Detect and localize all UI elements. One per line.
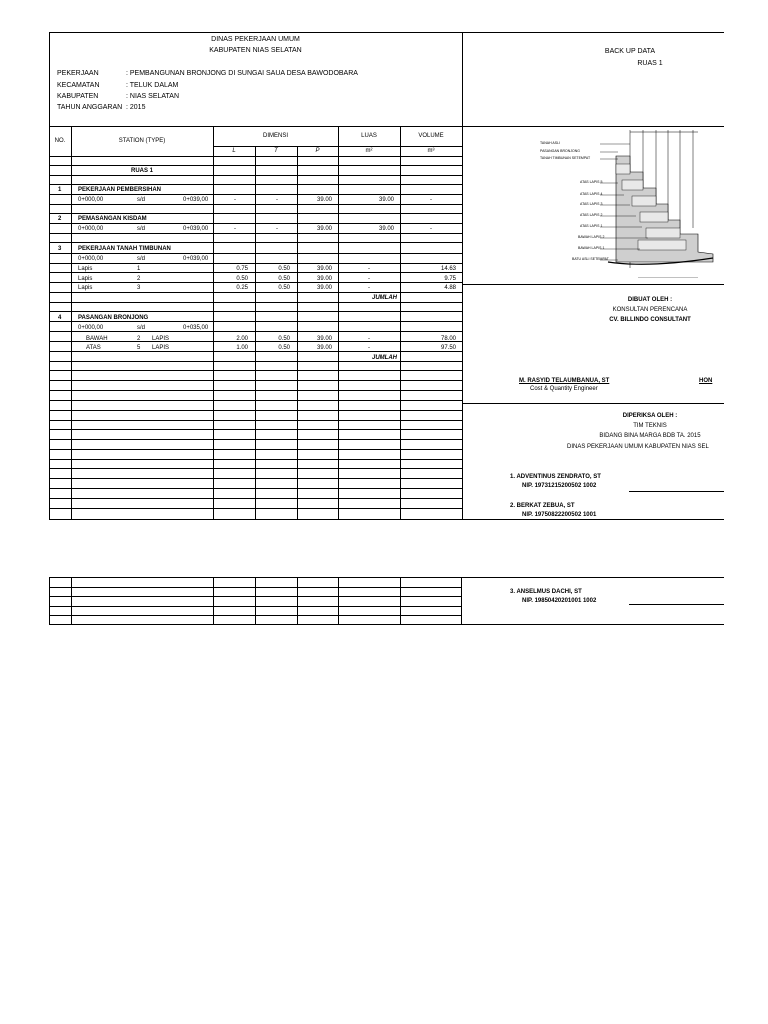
bottom-right-bottom: [462, 624, 724, 625]
diperiksa-title: DIPERIKSA OLEH :: [622, 413, 678, 419]
layer-label: ATAS: [86, 345, 101, 351]
cell-t: 0.50: [278, 276, 290, 282]
diperiksa-line3: DINAS PEKERJAAN UMUM KABUPATEN NIAS SEL: [567, 444, 709, 450]
cell-l: 1.00: [236, 345, 248, 351]
layer-count: 2: [137, 336, 141, 342]
cell-p: 39.00: [316, 226, 332, 232]
drawing-label: TANAH TIMBUNAN SETEMPAT: [540, 156, 591, 160]
row-line: [49, 587, 462, 588]
cell-t: -: [276, 226, 278, 232]
drawing-label: ATAS LAPIS 1: [580, 224, 603, 228]
column-divider: [462, 32, 463, 520]
cell-t: 0.50: [278, 266, 290, 272]
row-line: [49, 429, 462, 430]
col-line: [71, 577, 72, 625]
drawing-label: ATAS LAPIS 3: [580, 202, 603, 206]
right-divider-2: [462, 403, 724, 404]
sta-start: 0+000,00: [78, 197, 104, 203]
cell-t: 0.50: [278, 285, 290, 291]
sta-start: 0+000,00: [78, 256, 104, 262]
drawing-label: BAWAH LAPIS 1: [578, 246, 605, 250]
jumlah-label: JUMLAH: [372, 295, 397, 301]
col-line: [400, 577, 401, 625]
dibuat-role: Cost & Quantity Engineer: [530, 386, 598, 392]
row-line: [49, 370, 462, 371]
cell-luas: -: [368, 266, 370, 272]
row-line: [49, 449, 462, 450]
col-line: [71, 126, 72, 520]
ruas-title: RUAS 1: [637, 60, 663, 67]
item-title: PASANGAN BRONJONG: [78, 315, 149, 321]
th-unit-luas: m²: [365, 148, 373, 154]
drawing-label: ATAS LAPIS 2: [580, 213, 603, 217]
row-line: [49, 242, 462, 243]
cell-t: 0.50: [278, 345, 290, 351]
row-line: [49, 213, 462, 214]
project-value-4: : 2015: [126, 104, 146, 111]
col-line: [338, 577, 339, 625]
th-l: L: [232, 148, 236, 154]
header-divider: [49, 126, 724, 127]
item-title: PEKERJAAN TANAH TIMBUNAN: [78, 246, 171, 252]
item-no: 1: [58, 187, 62, 193]
item-no: 2: [58, 216, 62, 222]
row-line: [49, 498, 462, 499]
cell-luas: 39.00: [378, 226, 394, 232]
th-volume: VOLUME: [418, 133, 444, 139]
row-line: [49, 439, 462, 440]
row-line: [49, 223, 462, 224]
dibuat-line1: KONSULTAN PERENCANA: [612, 307, 688, 313]
checker-3-nip: NIP. 19850420201001 1002: [522, 598, 597, 604]
org-subtitle: KABUPATEN NIAS SELATAN: [209, 47, 302, 54]
item-no: 4: [58, 315, 62, 321]
sta-end: 0+035,00: [183, 325, 209, 331]
sta-sd: s/d: [137, 197, 146, 203]
row-line: [49, 311, 462, 312]
project-value-1: : PEMBANGUNAN BRONJONG DI SUNGAI SAUA DESA BAWODOBARA: [126, 70, 358, 77]
right-divider-1: [462, 284, 724, 285]
backup-title: BACK UP DATA: [604, 48, 656, 55]
drawing-label: ATAS LAPIS 5: [580, 180, 603, 184]
drawing-label: TANAH ASLI: [540, 141, 560, 145]
project-label-2: KECAMATAN: [57, 82, 100, 89]
row-line: [49, 606, 462, 607]
col-line: [213, 577, 214, 625]
sta-sd: s/d: [137, 325, 146, 331]
col-line: [338, 126, 339, 520]
cell-l: 0.75: [236, 266, 248, 272]
row-line: [49, 165, 462, 166]
row-line: [49, 459, 462, 460]
dim-divider: [213, 146, 462, 147]
drawing-label: PASANGAN BRONJONG: [540, 149, 580, 153]
drawing-label: BATU ASLI SETEMPAT: [572, 257, 609, 261]
cell-t: 0.50: [278, 336, 290, 342]
cell-luas: -: [368, 276, 370, 282]
head-bottom: [49, 156, 462, 157]
cell-vol: -: [430, 226, 432, 232]
cell-l: 0.50: [236, 276, 248, 282]
row-line: [49, 468, 462, 469]
row-line: [49, 302, 462, 303]
row-line: [49, 263, 462, 264]
th-dimensi: DIMENSI: [262, 133, 288, 139]
row-line: [49, 253, 462, 254]
item-title: PEKERJAAN PEMBERSIHAN: [78, 187, 162, 193]
cell-vol: -: [430, 197, 432, 203]
sta-start: 0+000,00: [78, 325, 104, 331]
col-line: [255, 146, 256, 520]
jumlah-label: JUMLAH: [372, 355, 397, 361]
layer-label: BAWAH: [86, 336, 108, 342]
cell-vol: 9.75: [444, 276, 456, 282]
signature-line-1: [629, 491, 724, 492]
project-value-2: : TELUK DALAM: [126, 82, 179, 89]
row-line: [49, 175, 462, 176]
cell-vol: 97.50: [440, 345, 456, 351]
bottom-right-top: [462, 577, 724, 578]
drawing-label: ATAS LAPIS 4: [580, 192, 603, 196]
cell-p: 39.00: [316, 197, 332, 203]
diperiksa-line2: BIDANG BINA MARGA BDB TA. 2015: [599, 433, 701, 439]
sta-sd: s/d: [137, 256, 146, 262]
sta-end: 0+039,00: [183, 256, 209, 262]
sta-sd: s/d: [137, 226, 146, 232]
cell-p: 39.00: [316, 285, 332, 291]
row-line: [49, 361, 462, 362]
row-line: [49, 420, 462, 421]
project-label-1: PEKERJAAN: [57, 70, 99, 77]
lapis-label: Lapis: [78, 266, 93, 272]
cell-vol: 4.88: [444, 285, 456, 291]
col-line: [213, 126, 214, 520]
diperiksa-line1: TIM TEKNIS: [633, 423, 667, 429]
cell-luas: 39.00: [378, 197, 394, 203]
lapis-label: Lapis: [78, 276, 93, 282]
th-t: T: [274, 148, 278, 154]
item-no: 3: [58, 246, 62, 252]
sta-end: 0+039,00: [183, 197, 209, 203]
th-unit-vol: m³: [427, 148, 435, 154]
cell-p: 39.00: [316, 276, 332, 282]
row-line: [49, 390, 462, 391]
th-no: NO.: [54, 138, 66, 144]
org-title: DINAS PEKERJAAN UMUM: [211, 36, 300, 43]
dibuat-line2: CV. BILLINDO CONSULTANT: [609, 317, 691, 323]
row-line: [49, 233, 462, 234]
cell-l: -: [234, 226, 236, 232]
lapis-no: 2: [137, 276, 141, 282]
checker-1-name: 1. ADVENTINUS ZENDRATO, ST: [510, 474, 601, 480]
row-line: [49, 380, 462, 381]
sta-end: 0+039,00: [183, 226, 209, 232]
checker-1-nip: NIP. 19731215200502 1002: [522, 483, 597, 489]
cell-p: 39.00: [316, 336, 332, 342]
cell-p: 39.00: [316, 266, 332, 272]
th-station: STATION (TYPE): [118, 138, 166, 144]
row-line: [49, 400, 462, 401]
project-label-3: KABUPATEN: [57, 93, 99, 100]
lapis-no: 1: [137, 266, 141, 272]
cell-l: 2.00: [236, 336, 248, 342]
row-line: [49, 292, 462, 293]
checker-2-nip: NIP. 19750822200502 1001: [522, 512, 597, 518]
cell-p: 39.00: [316, 345, 332, 351]
dibuat-title: DIBUAT OLEH :: [627, 297, 673, 303]
cell-vol: 14.63: [440, 266, 456, 272]
checker-2-name: 2. BERKAT ZEBUA, ST: [510, 503, 575, 509]
lapis-no: 3: [137, 285, 141, 291]
row-line: [49, 184, 462, 185]
row-line: [49, 478, 462, 479]
row-line: [49, 331, 462, 332]
drawing-label: BAWAH LAPIS 2: [578, 235, 605, 239]
cell-t: -: [276, 197, 278, 203]
row-line: [49, 410, 462, 411]
th-luas: LUAS: [361, 133, 377, 139]
project-label-4: TAHUN ANGGARAN: [57, 104, 123, 111]
project-value-3: : NIAS SELATAN: [126, 93, 180, 100]
row-line: [49, 615, 462, 616]
sta-start: 0+000,00: [78, 226, 104, 232]
cell-luas: -: [368, 336, 370, 342]
checker-3-name: 3. ANSELMUS DACHI, ST: [510, 589, 582, 595]
col-line: [297, 577, 298, 625]
row-line: [49, 204, 462, 205]
col-line: [400, 126, 401, 520]
signature-line-3: [629, 604, 724, 605]
item-title: PEMASANGAN KISDAM: [78, 216, 147, 222]
th-p: P: [315, 148, 320, 154]
col-line: [255, 577, 256, 625]
row-line: [49, 508, 462, 509]
cell-vol: 78.00: [440, 336, 456, 342]
row-line: [49, 488, 462, 489]
cell-l: -: [234, 197, 236, 203]
cell-luas: -: [368, 285, 370, 291]
dibuat-cut-text: HON: [699, 378, 713, 384]
lapis-label: Lapis: [78, 285, 93, 291]
layer-unit: LAPIS: [152, 336, 170, 342]
dibuat-name: M. RASYID TELAUMBANUA, ST: [519, 378, 610, 384]
layer-unit: LAPIS: [152, 345, 170, 351]
cell-l: 0.25: [236, 285, 248, 291]
layer-count: 5: [137, 345, 141, 351]
ruas-label: RUAS 1: [130, 168, 153, 174]
row-line: [49, 596, 462, 597]
row-line: [49, 194, 462, 195]
cell-luas: -: [368, 345, 370, 351]
